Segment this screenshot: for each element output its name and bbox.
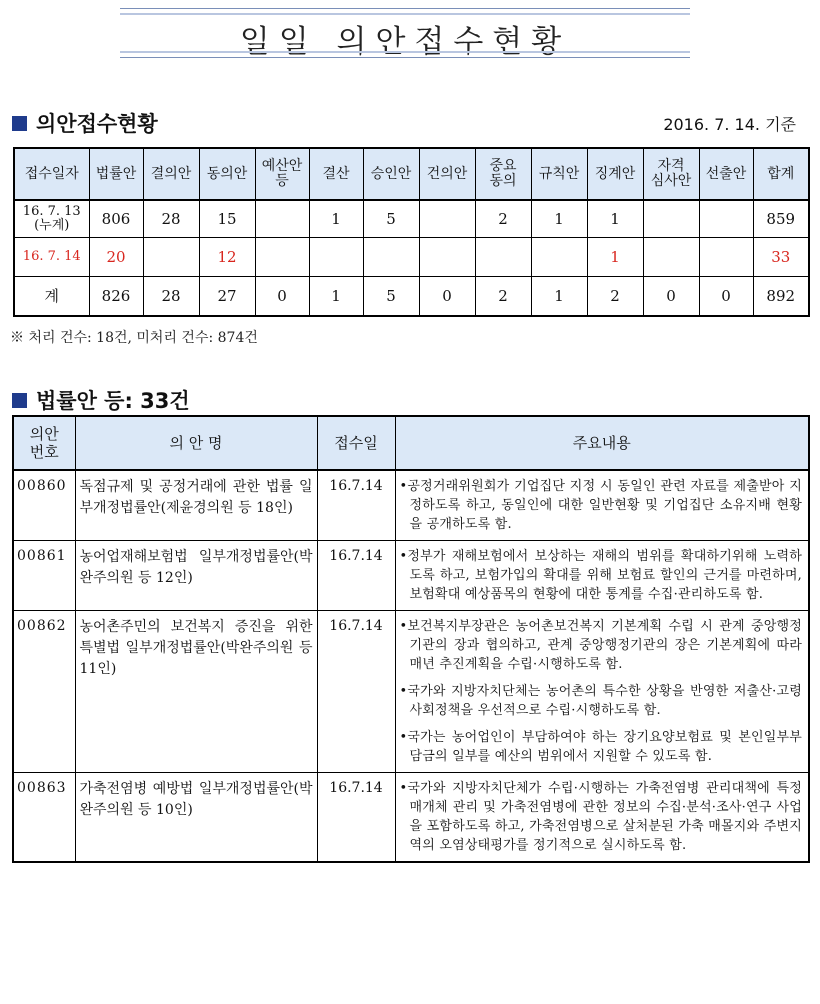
summary-value-cell: 33 xyxy=(753,238,809,277)
summary-value-cell: 2 xyxy=(587,277,643,317)
bill-date: 16.7.14 xyxy=(317,773,395,863)
square-bullet-icon xyxy=(12,116,27,131)
summary-value-cell xyxy=(475,238,531,277)
bills-header-row xyxy=(13,416,809,470)
summary-date-cell: 16. 7. 13 (누계) xyxy=(14,200,89,238)
summary-value-cell xyxy=(643,238,699,277)
summary-col-header: 동의안 xyxy=(199,148,255,200)
summary-col-header: 중요 동의 xyxy=(475,148,531,200)
summary-value-cell xyxy=(699,200,753,238)
summary-row xyxy=(14,200,809,238)
summary-date-cell: 계 xyxy=(14,277,89,317)
summary-point: •공정거래위원회가 기업집단 지정 시 동일인 관련 자료를 제출받아 지정하도록 하고, 동일인에 대한 일반현황 및 기업집단 소유지배 현황을 공개하도록 함. xyxy=(399,479,802,532)
summary-value-cell: 0 xyxy=(643,277,699,317)
summary-value-cell xyxy=(419,200,475,238)
summary-value-cell: 1 xyxy=(309,200,363,238)
summary-col-header: 접수일자 xyxy=(14,148,89,200)
page-title: 일일 의안접수현황 xyxy=(239,24,571,60)
square-bullet-icon xyxy=(12,393,27,408)
bill-name: 가축전염병 예방법 일부개정법률안(박완주의원 등 10인) xyxy=(75,773,317,863)
bills-col-header: 의안 번호 xyxy=(13,416,75,470)
summary-value-cell: 1 xyxy=(587,238,643,277)
summary-col-header: 예산안 등 xyxy=(255,148,309,200)
title-banner xyxy=(120,8,690,58)
basis-date: 2016. 7. 14. 기준 xyxy=(663,115,796,134)
section2-heading-text: 법률안 등: 33건 xyxy=(36,389,190,413)
bill-summary xyxy=(395,773,809,863)
summary-value-cell: 27 xyxy=(199,277,255,317)
section1-heading-text: 의안접수현황 xyxy=(36,112,158,136)
bill-row xyxy=(13,611,809,773)
bill-id: 00861 xyxy=(13,541,75,611)
summary-value-cell: 826 xyxy=(89,277,143,317)
section2-heading xyxy=(12,385,190,415)
summary-value-cell: 28 xyxy=(143,277,199,317)
bill-date: 16.7.14 xyxy=(317,541,395,611)
summary-value-cell: 2 xyxy=(475,200,531,238)
bill-id: 00860 xyxy=(13,470,75,541)
bill-name: 독점규제 및 공정거래에 관한 법률 일부개정법률안(제윤경의원 등 18인) xyxy=(75,470,317,541)
bill-date: 16.7.14 xyxy=(317,611,395,773)
summary-point: •국가는 농어업인이 부담하여야 하는 장기요양보험료 및 본인일부부담금의 일부를 예산의 범위에서 지원할 수 있도록 함. xyxy=(399,730,802,764)
bill-date: 16.7.14 xyxy=(317,470,395,541)
summary-value-cell: 15 xyxy=(199,200,255,238)
summary-col-header: 선출안 xyxy=(699,148,753,200)
summary-col-header: 합계 xyxy=(753,148,809,200)
summary-col-header: 법률안 xyxy=(89,148,143,200)
summary-value-cell: 1 xyxy=(531,200,587,238)
title-rule-bottom xyxy=(120,51,690,58)
summary-value-cell xyxy=(143,238,199,277)
summary-value-cell xyxy=(643,200,699,238)
summary-point: •보건복지부장관은 농어촌보건복지 기본계획 수립 시 관계 중앙행정기관의 장과 협의하고, 관계 중앙행정기관의 장은 기본계획에 따라 매년 추진계획을 수립·시행하도록 함. xyxy=(399,619,802,672)
summary-col-header: 결산 xyxy=(309,148,363,200)
bill-name: 농어촌주민의 보건복지 증진을 위한 특별법 일부개정법률안(박완주의원 등 11인) xyxy=(75,611,317,773)
bill-row xyxy=(13,470,809,541)
bill-name: 농어업재해보험법 일부개정법률안(박완주의원 등 12인) xyxy=(75,541,317,611)
summary-value-cell: 5 xyxy=(363,200,419,238)
section1-heading xyxy=(12,108,158,138)
summary-col-header: 건의안 xyxy=(419,148,475,200)
summary-date-cell: 16. 7. 14 xyxy=(14,238,89,277)
summary-point: •국가와 지방자치단체는 농어촌의 특수한 상황을 반영한 저출산·고령사회정책을 우선적으로 수립·시행하도록 함. xyxy=(399,684,802,718)
processing-note: ※ 처리 건수: 18건, 미처리 건수: 874건 xyxy=(10,330,258,346)
summary-value-cell xyxy=(309,238,363,277)
summary-value-cell xyxy=(531,238,587,277)
summary-value-cell: 12 xyxy=(199,238,255,277)
summary-point: •정부가 재해보험에서 보상하는 재해의 범위를 확대하기위해 노력하도록 하고, 보험가입의 확대를 위해 보험료 할인의 근거를 마련하며, 보험확대 예상품목의 현황에 대한 통계를 수집·관리하도록 함. xyxy=(399,549,802,602)
bill-id: 00862 xyxy=(13,611,75,773)
summary-table xyxy=(13,147,810,317)
bill-summary xyxy=(395,541,809,611)
summary-col-header: 결의안 xyxy=(143,148,199,200)
summary-value-cell xyxy=(255,200,309,238)
summary-value-cell: 2 xyxy=(475,277,531,317)
summary-value-cell: 20 xyxy=(89,238,143,277)
summary-value-cell: 806 xyxy=(89,200,143,238)
bills-col-header: 주요내용 xyxy=(395,416,809,470)
summary-value-cell: 1 xyxy=(531,277,587,317)
bill-summary xyxy=(395,611,809,773)
bill-row xyxy=(13,541,809,611)
summary-col-header: 자격 심사안 xyxy=(643,148,699,200)
summary-row xyxy=(14,277,809,317)
bill-row xyxy=(13,773,809,863)
summary-header-row xyxy=(14,148,809,200)
summary-col-header: 규칙안 xyxy=(531,148,587,200)
summary-point: •국가와 지방자치단체가 수립·시행하는 가축전염병 관리대책에 특정매개체 관리 및 가축전염병에 관한 정보의 수집·분석·조사·연구 사업을 포함하도록 하고, 가축전염병으로 살처분된 가축 매몰지와 주변지역의 오염상태평가를 정기적으로 실시하도록 함. xyxy=(399,781,802,853)
summary-value-cell: 28 xyxy=(143,200,199,238)
summary-row xyxy=(14,238,809,277)
summary-value-cell xyxy=(255,238,309,277)
summary-value-cell: 0 xyxy=(699,277,753,317)
bill-id: 00863 xyxy=(13,773,75,863)
summary-value-cell xyxy=(419,238,475,277)
summary-col-header: 징계안 xyxy=(587,148,643,200)
bills-col-header: 접수일 xyxy=(317,416,395,470)
title-rule-top xyxy=(120,8,690,15)
summary-value-cell: 5 xyxy=(363,277,419,317)
summary-value-cell: 0 xyxy=(255,277,309,317)
bill-summary xyxy=(395,470,809,541)
bills-col-header: 의 안 명 xyxy=(75,416,317,470)
summary-value-cell: 0 xyxy=(419,277,475,317)
summary-value-cell: 859 xyxy=(753,200,809,238)
summary-value-cell xyxy=(699,238,753,277)
summary-col-header: 승인안 xyxy=(363,148,419,200)
summary-value-cell: 892 xyxy=(753,277,809,317)
bills-table xyxy=(12,415,810,863)
summary-value-cell: 1 xyxy=(309,277,363,317)
summary-value-cell xyxy=(363,238,419,277)
summary-value-cell: 1 xyxy=(587,200,643,238)
